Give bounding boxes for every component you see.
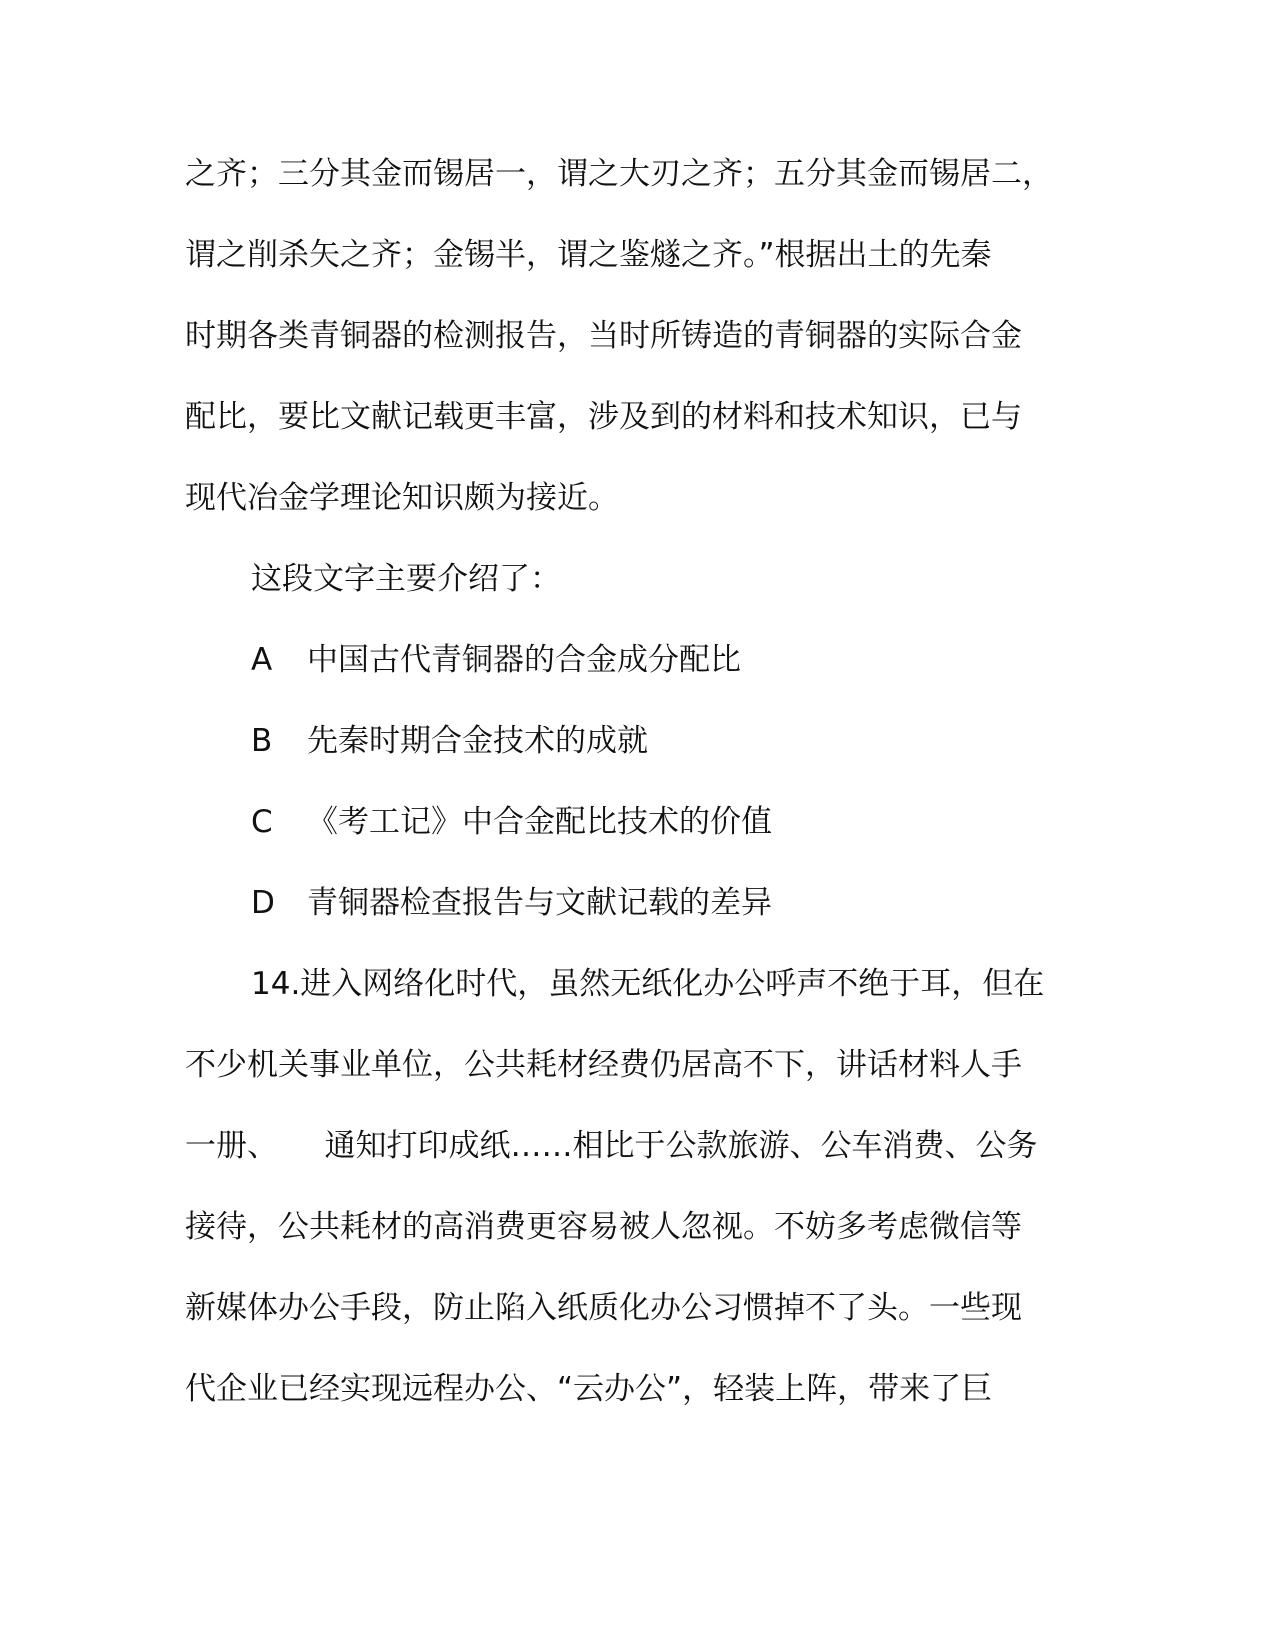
passage-14-line-4: 接待，公共耗材的高消费更容易被人忽视。不妨多考虑微信等	[185, 1209, 1022, 1245]
passage-14-line-2: 不少机关事业单位，公共耗材经费仍居高不下，讲话材料人手	[185, 1047, 1022, 1083]
option-b-text: 先秦时期合金技术的成就	[307, 723, 648, 759]
option-a-letter: A	[251, 642, 273, 678]
passage-14-line-3: 一册、 通知打印成纸……相比于公款旅游、公车消费、公务	[185, 1128, 1038, 1164]
passage-13-line-5: 现代冶金学理论知识颇为接近。	[185, 480, 619, 516]
option-d-letter: D	[251, 885, 275, 921]
question-prompt: 这段文字主要介绍了：	[251, 561, 561, 597]
option-c-text: 《考工记》中合金配比技术的价值	[307, 804, 772, 840]
passage-14-line-1: 14.进入网络化时代，虽然无纸化办公呼声不绝于耳，但在	[251, 966, 1045, 1002]
passage-13-line-3: 时期各类青铜器的检测报告，当时所铸造的青铜器的实际合金	[185, 318, 1022, 354]
option-a	[251, 630, 1151, 690]
option-c	[251, 792, 1151, 852]
passage-13-line-4: 配比，要比文献记载更丰富，涉及到的材料和技术知识，已与	[185, 399, 1022, 435]
passage-14-line-5: 新媒体办公手段，防止陷入纸质化办公习惯掉不了头。一些现	[185, 1290, 1022, 1326]
option-d-text: 青铜器检查报告与文献记载的差异	[307, 885, 772, 921]
option-d	[251, 873, 1151, 933]
option-c-letter: C	[251, 804, 273, 840]
option-b-letter: B	[251, 723, 273, 759]
passage-13-line-1: 之齐；三分其金而锡居一，谓之大刃之齐；五分其金而锡居二，	[185, 156, 1053, 192]
option-b	[251, 711, 1151, 771]
passage-14-line-6: 代企业已经实现远程办公、“云办公”，轻装上阵，带来了巨	[185, 1371, 993, 1407]
option-a-text: 中国古代青铜器的合金成分配比	[307, 642, 741, 678]
passage-13-line-2: 谓之削杀矢之齐；金锡半，谓之鉴燧之齐。”根据出土的先秦	[185, 237, 992, 273]
